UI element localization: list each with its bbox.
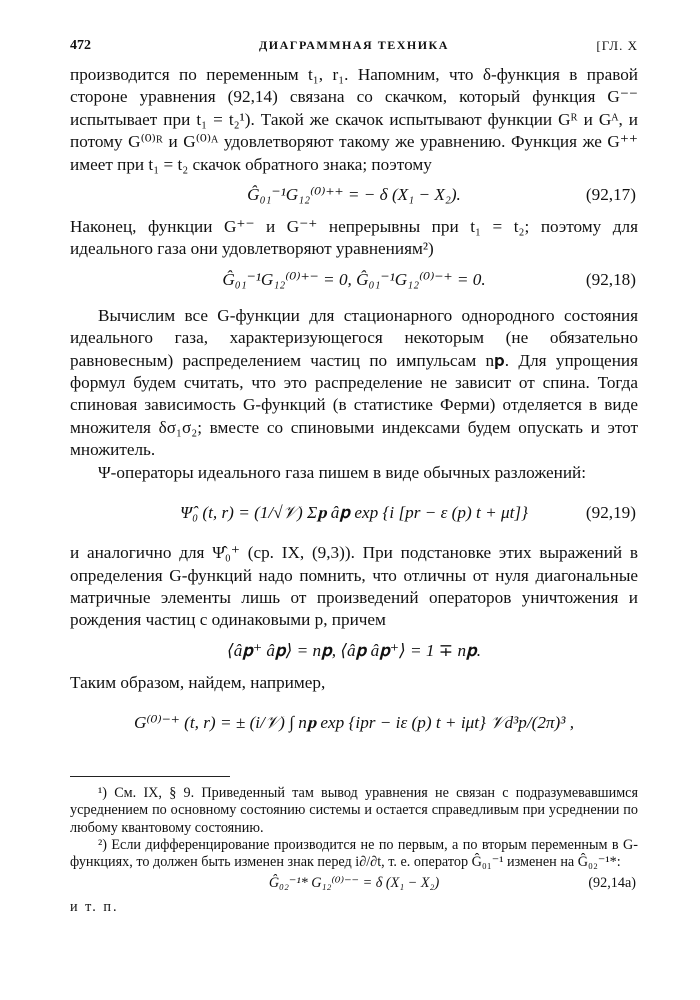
footnote-divider (70, 776, 230, 777)
chapter-label: [ГЛ. X (596, 38, 638, 53)
footnote-1: ¹) См. IX, § 9. Приведенный там вывод уравнения не связан с подразумевавшимся усреднением по основному состоянию системы и остается справедливым при усреднении по любому квантовому состоянию. (70, 785, 638, 836)
paragraph-3: Вычислим все G-функции для стационарного однородного состояния идеального газа, характеризующегося некоторым (не обязательно равновесным) распределением частиц по импульсам n𝐩. Для упрощения формул будем считать, что это распределение не зависит от спина. Тогда спиновая зависимость G-функций (в статистике Ферми) отделяется в виде множителя δσ₁σ₂; вместе со спиновыми индексами будем опускать и этот множитель. (70, 305, 638, 460)
equation-number: (92,17) (585, 185, 636, 205)
equation-formula: Ĝ₀₂⁻¹* G₁₂⁽⁰⁾⁻⁻ = δ (X₁ − X₂) (268, 875, 440, 892)
running-header (70, 38, 638, 64)
page-number: 472 (70, 38, 91, 53)
paragraph-6: Таким образом, найдем, например, (70, 672, 326, 692)
equation-formula: G⁽⁰⁾⁻⁺ (t, r) = ± (i/𝒱) ∫ n𝐩 exp {ipr − iε (p) t + iμt} 𝒱d³p/(2π)³ , (133, 713, 575, 733)
page (70, 38, 638, 916)
equation-number: (92,18) (585, 269, 636, 289)
equation-92-18 (70, 261, 638, 301)
equation-formula: Ĝ₀₁⁻¹G₁₂⁽⁰⁾⁺⁻ = 0, Ĝ₀₁⁻¹G₁₂⁽⁰⁾⁻⁺ = 0. (222, 269, 486, 289)
paragraph-4: Ψ-операторы идеального газа пишем в виде обычных разложений: (98, 462, 586, 482)
paragraph-2: Наконец, функции G⁺⁻ и G⁻⁺ непрерывны при t₁ = t₂; поэтому для идеального газа они удовлетворяют уравнениям²) (70, 217, 638, 259)
equation-formula: ⟨â𝐩⁺ â𝐩⟩ = n𝐩, ⟨â𝐩 â𝐩⁺⟩ = 1 ∓ n𝐩. (226, 640, 482, 660)
equation-formula: Ψ̂₀ (t, r) = (1/√𝒱) Σ𝐩 â𝐩 exp {i [pr − ε (p) t + μt]} (180, 503, 528, 523)
footnote-2: ²) Если дифференцирование производится не по первым, а по вторым переменным в G-функциях, то должен быть изменен знак перед i∂/∂t, т. е. оператор Ĝ₀₁⁻¹ изменен на Ĝ₀₂⁻¹*: (70, 836, 638, 870)
equation-92-14a (70, 871, 638, 897)
equation-92-17 (70, 176, 638, 216)
equation-formula: Ĝ₀₁⁻¹G₁₂⁽⁰⁾⁺⁺ = − δ (X₁ − X₂). (247, 185, 461, 205)
running-title: ДИАГРАММНАЯ ТЕХНИКА (259, 38, 449, 52)
paragraph-5: и аналогично для Ψ̂₀⁺ (ср. IX, (9,3)). При подстановке этих выражений в определения G-функций надо помнить, что отличны от нуля диагональные матричные элементы лишь от произведений операторов уничтожения и рождения частиц с одинаковыми p, причем (70, 543, 638, 630)
footnote-tail: и т. п. (70, 899, 119, 916)
paragraph-1: производится по переменным t₁, r₁. Напомним, что δ-функция в правой стороне уравнения (92,14) связана со скачком, который функция G⁻⁻ испытывает при t₁ = t₂¹). Такой же скачок испытывают функции Gᴿ и Gᴬ, и потому G⁽⁰⁾ᴿ и G⁽⁰⁾ᴬ удовлетворяют такому же уравнению. Функция же G⁺⁺ имеет при t₁ = t₂ скачок обратного знака; поэтому (70, 65, 638, 174)
equation-number: (92,14а) (588, 875, 636, 892)
equation-92-19 (70, 484, 638, 542)
equation-averages (70, 632, 638, 672)
equation-number: (92,19) (585, 503, 636, 523)
equation-green-function (70, 694, 638, 752)
